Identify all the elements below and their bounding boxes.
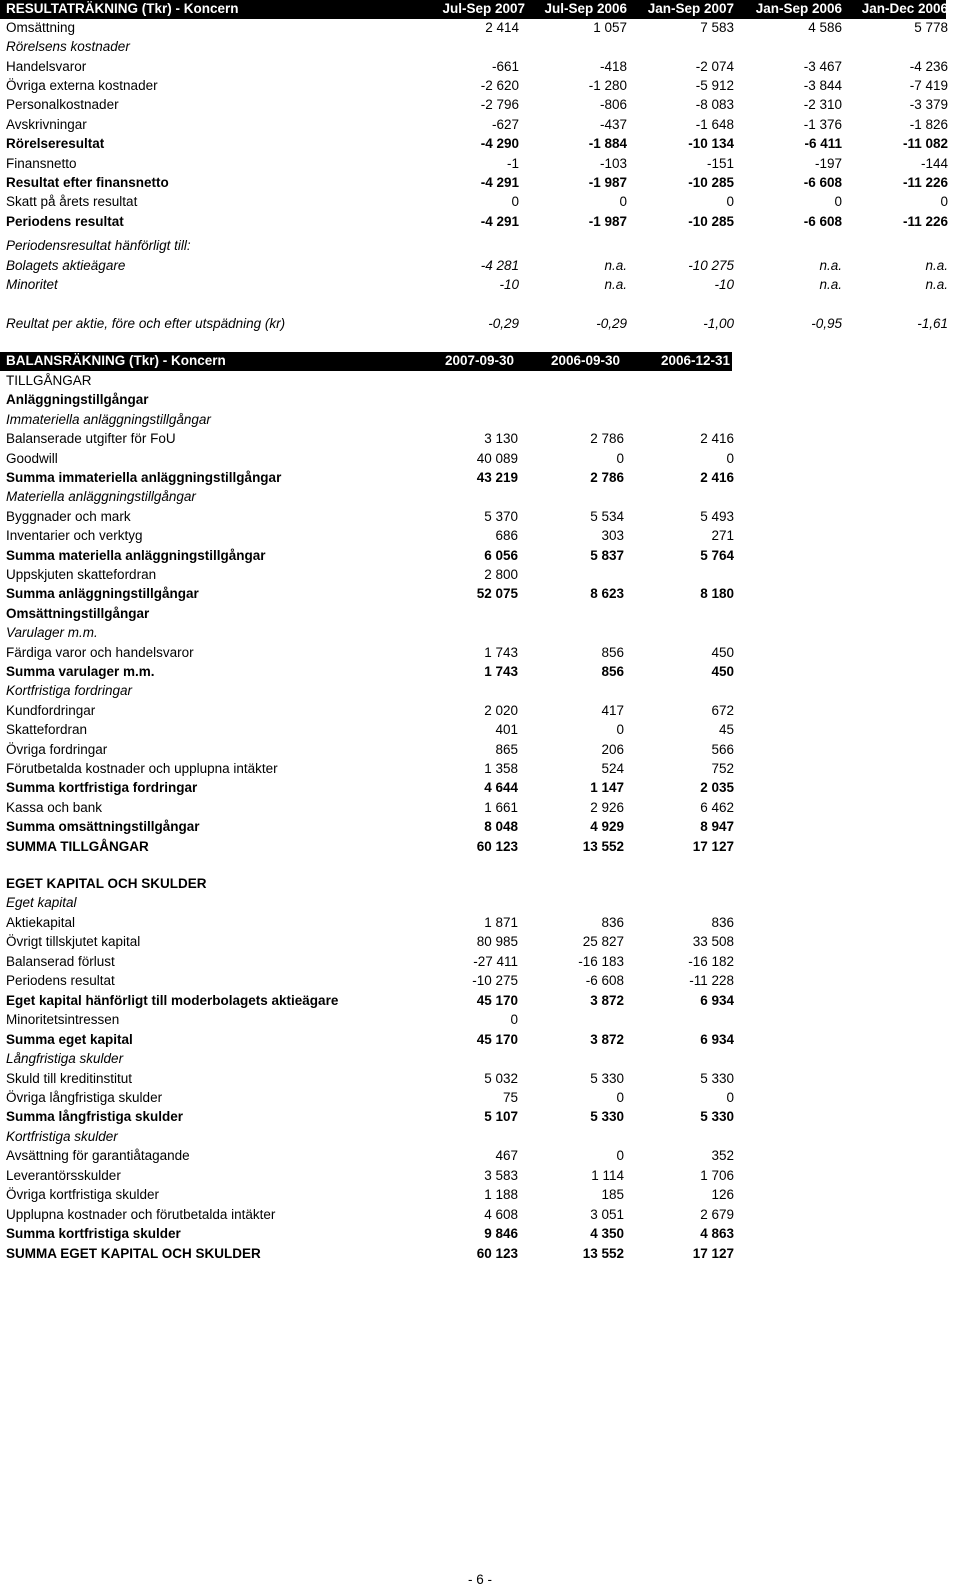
balance-row — [6, 742, 736, 761]
balance-row — [6, 470, 736, 489]
row-value: -1 376 — [803, 117, 842, 132]
row-label: Summa anläggningstillgångar — [6, 586, 199, 601]
row-value: 5 107 — [484, 1109, 518, 1124]
row-value: 836 — [601, 915, 624, 930]
row-value: -4 236 — [909, 59, 948, 74]
row-value: 352 — [711, 1148, 734, 1163]
row-value: -4 290 — [480, 136, 519, 151]
income-row — [6, 156, 950, 175]
row-value: -6 411 — [804, 136, 842, 151]
row-label: Omsättning — [6, 20, 76, 35]
balance-row — [6, 1109, 736, 1128]
row-value: -6 608 — [585, 973, 624, 988]
row-value: -1 — [506, 156, 519, 171]
balance-row — [6, 1226, 736, 1245]
row-value: 6 056 — [484, 548, 518, 563]
row-value: 1 706 — [700, 1168, 734, 1183]
row-label: Materiella anläggningstillgångar — [6, 489, 196, 504]
balance-row — [6, 780, 736, 799]
row-value: 2 800 — [484, 567, 518, 582]
row-value: 7 583 — [700, 20, 734, 35]
row-value: 17 127 — [692, 839, 734, 854]
row-value: 0 — [834, 194, 842, 209]
balance-row — [6, 606, 736, 625]
income-statement-header — [0, 0, 946, 19]
row-value: 5 330 — [590, 1109, 624, 1124]
row-value: -10 134 — [688, 136, 734, 151]
row-label: Handelsvaror — [6, 59, 87, 74]
income-row — [6, 214, 950, 233]
income-row — [6, 238, 950, 257]
row-value: -1 826 — [909, 117, 948, 132]
row-value: -10 275 — [472, 973, 518, 988]
income-column-header: Jul-Sep 2007 — [442, 1, 525, 16]
row-value: 8 180 — [700, 586, 734, 601]
row-label: Periodens resultat — [6, 214, 124, 229]
row-label: Summa kortfristiga fordringar — [6, 780, 198, 795]
row-value: -661 — [491, 59, 519, 74]
row-label: Övriga externa kostnader — [6, 78, 158, 93]
row-value: 4 644 — [484, 780, 518, 795]
income-row — [6, 97, 950, 116]
row-value: 40 089 — [476, 451, 518, 466]
row-value: -5 912 — [695, 78, 734, 93]
row-value: 2 679 — [700, 1207, 734, 1222]
row-value: 865 — [495, 742, 518, 757]
balance-row — [6, 548, 736, 567]
row-value: 0 — [616, 1090, 624, 1105]
row-value: 2 035 — [700, 780, 734, 795]
balance-row — [6, 703, 736, 722]
row-value: -16 182 — [688, 954, 734, 969]
row-value: 2 786 — [590, 431, 624, 446]
row-value: 3 872 — [590, 1032, 624, 1047]
row-value: 0 — [726, 451, 734, 466]
row-value: 0 — [616, 722, 624, 737]
row-label: Personalkostnader — [6, 97, 119, 112]
row-label: Byggnader och mark — [6, 509, 131, 524]
row-label: Goodwill — [6, 451, 58, 466]
row-value: -11 226 — [902, 214, 948, 229]
row-value: 80 985 — [476, 934, 518, 949]
row-value: 6 934 — [700, 993, 734, 1008]
balance-row — [6, 683, 736, 702]
row-label: Eget kapital hänförligt till moderbolagets aktieägare — [6, 993, 339, 1008]
balance-row — [6, 625, 736, 644]
row-value: 5 032 — [484, 1071, 518, 1086]
balance-row — [6, 800, 736, 819]
row-label: Aktiekapital — [6, 915, 76, 930]
row-label: Resultat efter finansnetto — [6, 175, 169, 190]
row-label: SUMMA EGET KAPITAL OCH SKULDER — [6, 1246, 261, 1261]
row-value: -16 183 — [578, 954, 624, 969]
row-value: 0 — [616, 1148, 624, 1163]
balance-row — [6, 954, 736, 973]
row-value: 0 — [726, 1090, 734, 1105]
row-value: 45 170 — [476, 1032, 518, 1047]
row-value: 25 827 — [582, 934, 624, 949]
row-value: n.a. — [819, 258, 842, 273]
row-label: Skatt på årets resultat — [6, 194, 138, 209]
row-label: Varulager m.m. — [6, 625, 98, 640]
row-label: Övrigt tillskjutet kapital — [6, 934, 141, 949]
row-value: 3 872 — [590, 993, 624, 1008]
balance-row — [6, 934, 736, 953]
row-value: 6 934 — [700, 1032, 734, 1047]
row-value: 271 — [711, 528, 734, 543]
row-value: 75 — [502, 1090, 518, 1105]
balance-row — [6, 1168, 736, 1187]
row-value: 13 552 — [582, 839, 624, 854]
row-value: 126 — [711, 1187, 734, 1202]
row-value: 0 — [940, 194, 948, 209]
income-row — [6, 39, 950, 58]
row-label: Övriga kortfristiga skulder — [6, 1187, 160, 1202]
row-value: 5 837 — [590, 548, 624, 563]
row-label: Övriga fordringar — [6, 742, 108, 757]
row-value: 5 330 — [700, 1109, 734, 1124]
row-value: -4 291 — [480, 175, 519, 190]
row-value: -151 — [706, 156, 734, 171]
row-value: 60 123 — [476, 839, 518, 854]
row-label: Balanserade utgifter för FoU — [6, 431, 176, 446]
row-label: Eget kapital — [6, 895, 77, 910]
row-value: -4 281 — [480, 258, 519, 273]
row-value: 524 — [601, 761, 624, 776]
row-value: 17 127 — [692, 1246, 734, 1261]
row-value: 856 — [601, 664, 624, 679]
row-value: 1 114 — [591, 1168, 624, 1183]
balance-row — [6, 431, 736, 450]
row-label: Summa omsättningstillgångar — [6, 819, 200, 834]
row-value: 206 — [601, 742, 624, 757]
row-value: 1 057 — [593, 20, 627, 35]
row-value: 4 586 — [808, 20, 842, 35]
balance-row — [6, 915, 736, 934]
balance-row — [6, 489, 736, 508]
row-value: 303 — [601, 528, 624, 543]
row-value: 4 608 — [484, 1207, 518, 1222]
row-value: -27 411 — [473, 954, 518, 969]
row-label: Kundfordringar — [6, 703, 96, 718]
row-value: 686 — [495, 528, 518, 543]
row-value: n.a. — [925, 258, 948, 273]
balance-row — [6, 1032, 736, 1051]
row-label: Immateriella anläggningstillgångar — [6, 412, 211, 427]
row-value: n.a. — [925, 277, 948, 292]
row-value: 4 929 — [590, 819, 624, 834]
row-label: Rörelsens kostnader — [6, 39, 130, 54]
row-value: -11 082 — [902, 136, 948, 151]
row-value: 1 871 — [484, 915, 518, 930]
row-value: -1 648 — [695, 117, 734, 132]
row-value: 3 051 — [590, 1207, 624, 1222]
row-value: -6 608 — [803, 214, 842, 229]
row-value: -1 884 — [588, 136, 627, 151]
row-value: -1,00 — [703, 316, 734, 331]
row-value: 2 414 — [485, 20, 519, 35]
row-label: Färdiga varor och handelsvaror — [6, 645, 194, 660]
row-value: 1 358 — [484, 761, 518, 776]
row-value: 0 — [616, 451, 624, 466]
row-label: Summa kortfristiga skulder — [6, 1226, 181, 1241]
row-value: 3 583 — [484, 1168, 518, 1183]
row-value: n.a. — [604, 277, 627, 292]
row-label: Periodensresultat hänförligt till: — [6, 238, 191, 253]
row-value: -7 419 — [909, 78, 948, 93]
row-value: -3 379 — [909, 97, 948, 112]
row-label: Skuld till kreditinstitut — [6, 1071, 133, 1086]
income-row — [6, 20, 950, 39]
row-value: -10 275 — [688, 258, 734, 273]
row-label: Övriga långfristiga skulder — [6, 1090, 163, 1105]
row-value: -10 285 — [688, 175, 734, 190]
row-value: 752 — [711, 761, 734, 776]
row-value: -437 — [599, 117, 627, 132]
row-label: Förutbetalda kostnader och upplupna intäkter — [6, 761, 278, 776]
income-row — [6, 258, 950, 277]
row-value: 1 661 — [484, 800, 518, 815]
balance-row — [6, 1090, 736, 1109]
row-label: Leverantörsskulder — [6, 1168, 121, 1183]
balance-row — [6, 373, 736, 392]
balance-row — [6, 392, 736, 411]
row-value: -1 987 — [588, 214, 627, 229]
row-value: -1 280 — [588, 78, 627, 93]
row-value: 856 — [601, 645, 624, 660]
balance-row — [6, 993, 736, 1012]
row-value: -627 — [491, 117, 519, 132]
row-label: Omsättningstillgångar — [6, 606, 150, 621]
row-label: Minoritet — [6, 277, 58, 292]
row-value: 2 416 — [700, 431, 734, 446]
income-column-header: Jan-Dec 2006 — [861, 1, 948, 16]
balance-row — [6, 876, 736, 895]
row-label: Finansnetto — [6, 156, 77, 171]
income-row — [6, 277, 950, 296]
row-label: Balanserad förlust — [6, 954, 115, 969]
row-value: 1 743 — [484, 664, 518, 679]
row-value: -10 — [714, 277, 734, 292]
balance-row — [6, 1187, 736, 1206]
income-row — [6, 175, 950, 194]
row-value: 0 — [511, 194, 519, 209]
row-value: 2 020 — [484, 703, 518, 718]
row-value: 9 846 — [484, 1226, 518, 1241]
row-value: 4 350 — [590, 1226, 624, 1241]
row-label: Rörelseresultat — [6, 136, 105, 151]
balance-row — [6, 973, 736, 992]
row-value: -8 083 — [695, 97, 734, 112]
row-value: 5 764 — [700, 548, 734, 563]
row-value: 1 188 — [484, 1187, 518, 1202]
row-value: -0,95 — [811, 316, 842, 331]
balance-row — [6, 819, 736, 838]
row-value: 566 — [711, 742, 734, 757]
balance-row — [6, 1129, 736, 1148]
row-value: 467 — [495, 1148, 518, 1163]
balance-sheet-title: BALANSRÄKNING (Tkr) - Koncern — [6, 353, 226, 368]
income-row — [6, 316, 950, 335]
balance-row — [6, 509, 736, 528]
balance-row — [6, 586, 736, 605]
row-value: 2 926 — [590, 800, 624, 815]
row-label: Avskrivningar — [6, 117, 87, 132]
row-value: -3 844 — [803, 78, 842, 93]
row-value: 417 — [601, 703, 624, 718]
income-column-header: Jan-Sep 2006 — [755, 1, 842, 16]
balance-column-header: 2006-12-31 — [660, 353, 730, 368]
row-value: -10 — [499, 277, 519, 292]
balance-column-header: 2007-09-30 — [444, 353, 514, 368]
balance-row — [6, 1148, 736, 1167]
row-value: 5 330 — [700, 1071, 734, 1086]
row-value: 45 — [718, 722, 734, 737]
row-value: -10 285 — [688, 214, 734, 229]
row-label: Summa materiella anläggningstillgångar — [6, 548, 266, 563]
row-value: 45 170 — [476, 993, 518, 1008]
row-value: 1 147 — [590, 780, 624, 795]
row-value: 2 786 — [590, 470, 624, 485]
row-value: 33 508 — [692, 934, 734, 949]
row-value: -6 608 — [803, 175, 842, 190]
row-label: Skattefordran — [6, 722, 88, 737]
row-value: -2 620 — [480, 78, 519, 93]
row-value: 0 — [619, 194, 627, 209]
balance-row — [6, 528, 736, 547]
row-value: 836 — [711, 915, 734, 930]
row-label: EGET KAPITAL OCH SKULDER — [6, 876, 207, 891]
page-number: - 6 - — [467, 1572, 492, 1587]
row-label: Periodens resultat — [6, 973, 115, 988]
row-value: -2 310 — [803, 97, 842, 112]
balance-row — [6, 412, 736, 431]
row-label: Avsättning för garantiåtagande — [6, 1148, 190, 1163]
row-value: -3 467 — [803, 59, 842, 74]
row-value: 1 743 — [484, 645, 518, 660]
row-value: 43 219 — [476, 470, 518, 485]
row-label: Långfristiga skulder — [6, 1051, 124, 1066]
row-value: 5 534 — [590, 509, 624, 524]
balance-row — [6, 761, 736, 780]
row-label: TILLGÅNGAR — [6, 373, 92, 388]
row-value: -418 — [599, 59, 627, 74]
row-value: 450 — [711, 645, 734, 660]
row-label: Summa immateriella anläggningstillgångar — [6, 470, 282, 485]
row-value: 5 778 — [914, 20, 948, 35]
row-value: 8 048 — [484, 819, 518, 834]
income-column-header: Jan-Sep 2007 — [647, 1, 734, 16]
balance-row — [6, 451, 736, 470]
row-value: -11 228 — [689, 973, 734, 988]
row-label: Minoritetsintressen — [6, 1012, 120, 1027]
row-value: 185 — [601, 1187, 624, 1202]
row-value: 5 330 — [590, 1071, 624, 1086]
income-row — [6, 194, 950, 213]
balance-column-header: 2006-09-30 — [550, 353, 620, 368]
income-row — [6, 136, 950, 155]
row-value: 4 863 — [700, 1226, 734, 1241]
row-value: -0,29 — [596, 316, 627, 331]
row-value: 8 623 — [590, 586, 624, 601]
row-value: -103 — [599, 156, 627, 171]
balance-row — [6, 722, 736, 741]
row-value: -144 — [920, 156, 948, 171]
row-value: 672 — [711, 703, 734, 718]
balance-row — [6, 1207, 736, 1226]
row-label: Summa eget kapital — [6, 1032, 133, 1047]
balance-row — [6, 567, 736, 586]
balance-row — [6, 1051, 736, 1070]
row-value: 5 370 — [484, 509, 518, 524]
row-value: 3 130 — [484, 431, 518, 446]
row-value: 52 075 — [476, 586, 518, 601]
balance-row — [6, 1071, 736, 1090]
income-row — [6, 78, 950, 97]
income-row — [6, 117, 950, 136]
row-value: 60 123 — [476, 1246, 518, 1261]
row-label: SUMMA TILLGÅNGAR — [6, 839, 149, 854]
income-row — [6, 59, 950, 78]
income-statement-title: RESULTATRÄKNING (Tkr) - Koncern — [6, 1, 239, 16]
balance-row — [6, 645, 736, 664]
row-value: -11 226 — [902, 175, 948, 190]
row-value: 5 493 — [700, 509, 734, 524]
income-column-header: Jul-Sep 2006 — [544, 1, 627, 16]
row-value: -4 291 — [480, 214, 519, 229]
row-label: Uppskjuten skattefordran — [6, 567, 157, 582]
row-label: Inventarier och verktyg — [6, 528, 143, 543]
row-label: Anläggningstillgångar — [6, 392, 149, 407]
row-value: -1 987 — [588, 175, 627, 190]
row-value: 8 947 — [700, 819, 734, 834]
row-value: n.a. — [604, 258, 627, 273]
balance-row — [6, 839, 736, 858]
row-value: -806 — [599, 97, 627, 112]
row-label: Summa varulager m.m. — [6, 664, 155, 679]
row-label: Kortfristiga fordringar — [6, 683, 133, 698]
row-label: Reultat per aktie, före och efter utspädning (kr) — [6, 316, 286, 331]
row-value: 450 — [711, 664, 734, 679]
row-value: 6 462 — [700, 800, 734, 815]
row-value: n.a. — [819, 277, 842, 292]
balance-row — [6, 1012, 736, 1031]
row-label: Upplupna kostnader och förutbetalda intäkter — [6, 1207, 276, 1222]
balance-sheet-header — [0, 352, 732, 371]
balance-row — [6, 1246, 736, 1265]
row-label: Bolagets aktieägare — [6, 258, 126, 273]
balance-row — [6, 895, 736, 914]
row-value: 13 552 — [582, 1246, 624, 1261]
row-value: -0,29 — [488, 316, 519, 331]
balance-row — [6, 664, 736, 683]
row-value: -2 796 — [480, 97, 519, 112]
row-value: -197 — [814, 156, 842, 171]
row-label: Kassa och bank — [6, 800, 103, 815]
row-value: 401 — [495, 722, 518, 737]
row-value: -1,61 — [917, 316, 948, 331]
row-value: -2 074 — [695, 59, 734, 74]
row-value: 0 — [726, 194, 734, 209]
row-label: Summa långfristiga skulder — [6, 1109, 184, 1124]
row-label: Kortfristiga skulder — [6, 1129, 118, 1144]
row-value: 0 — [510, 1012, 518, 1027]
row-value: 2 416 — [700, 470, 734, 485]
